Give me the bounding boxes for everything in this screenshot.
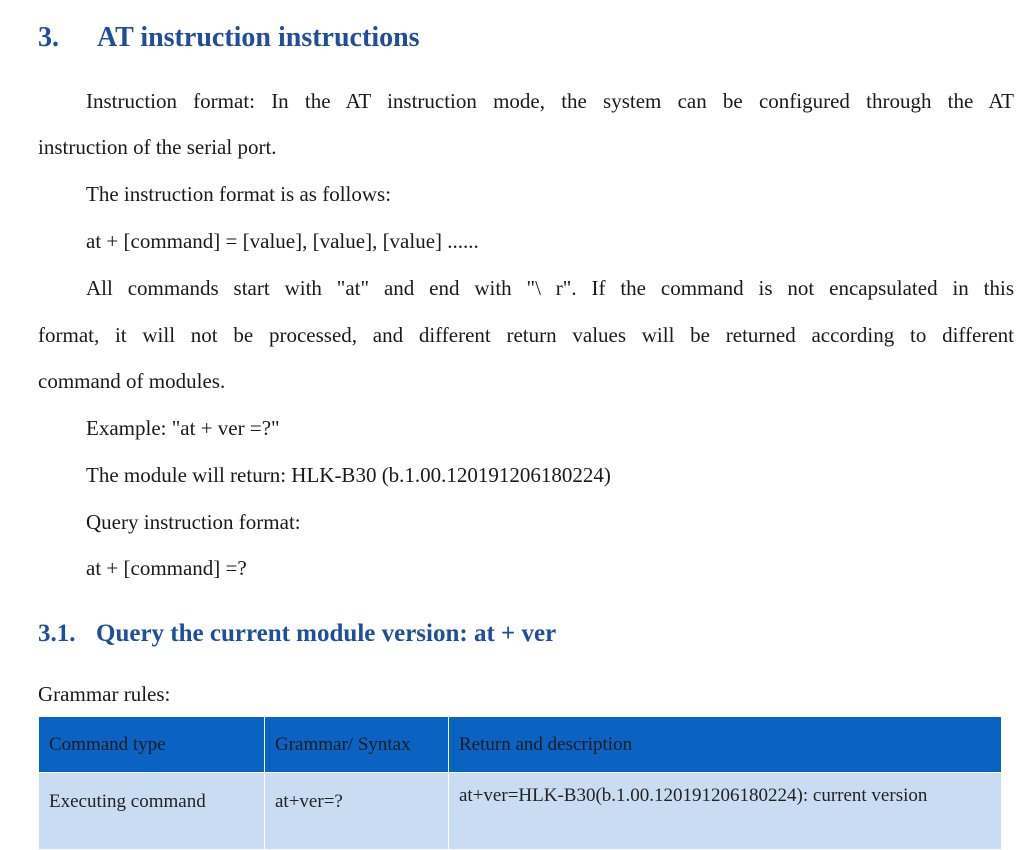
section-number: 3.	[38, 22, 59, 53]
cell-syntax: at+ver=?	[265, 773, 449, 850]
subsection-heading	[38, 620, 556, 648]
commands-line1: All commands start with "at" and end with "\ r". If the command is not encapsulated in this	[86, 276, 1014, 300]
column-header-command-type: Command type	[39, 717, 265, 773]
commands-line3: command of modules.	[38, 369, 226, 393]
module-return-text: The module will return: HLK-B30 (b.1.00.120191206180224)	[86, 463, 611, 487]
subsection-title: Query the current module version: at + ver	[96, 620, 557, 647]
format-follows-text: The instruction format is as follows:	[86, 182, 392, 206]
cell-return: at+ver=HLK-B30(b.1.00.120191206180224): current version	[449, 773, 1002, 850]
commands-line2: format, it will not be processed, and different return values will be returned according to different	[38, 323, 1014, 347]
table-row	[39, 773, 1002, 850]
column-header-syntax: Grammar/ Syntax	[265, 717, 449, 773]
query-syntax-text: at + [command] =?	[86, 556, 247, 580]
cell-command-type: Executing command	[39, 773, 265, 850]
subsection-number: 3.1.	[38, 620, 76, 647]
section-heading	[38, 22, 420, 54]
example-text: Example: "at + ver =?"	[86, 416, 280, 440]
format-intro-line1: Instruction format: In the AT instruction mode, the system can be configured through the AT	[86, 89, 1014, 113]
section-title: AT instruction instructions	[97, 22, 420, 53]
format-syntax-text: at + [command] = [value], [value], [value] ......	[86, 229, 479, 253]
format-intro-line2: instruction of the serial port.	[38, 135, 277, 159]
table-header-row	[39, 717, 1002, 773]
query-format-text: Query instruction format:	[86, 510, 301, 534]
grammar-rules-label: Grammar rules:	[38, 682, 171, 706]
column-header-return: Return and description	[449, 717, 1002, 773]
grammar-table	[38, 716, 1002, 850]
